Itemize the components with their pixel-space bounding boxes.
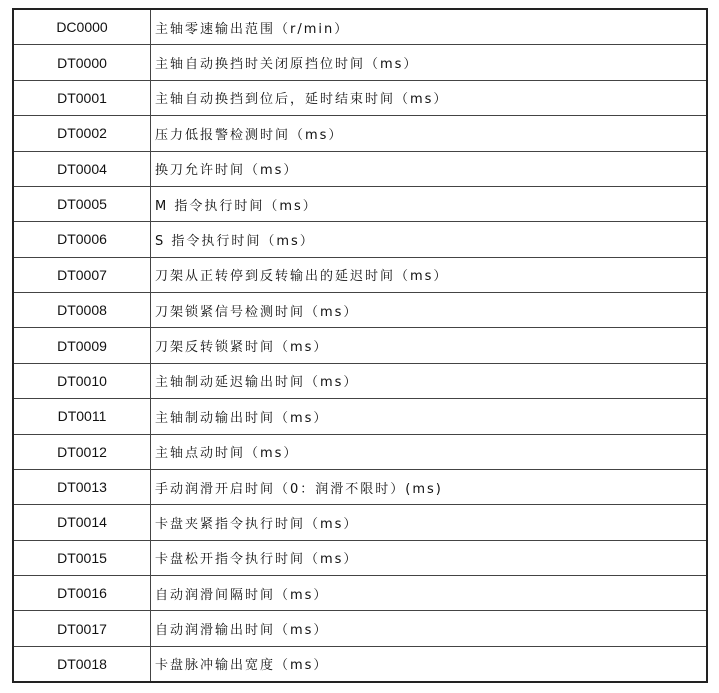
- table-row: [14, 505, 706, 540]
- table-row: [14, 328, 706, 363]
- parameter-description-cell: 刀架从正转停到反转输出的延迟时间（ms）: [155, 269, 449, 285]
- parameter-description-cell: 主轴自动换挡时关闭原挡位时间（ms）: [155, 57, 419, 73]
- parameter-code-cell: DT0006: [14, 222, 151, 256]
- parameter-code-cell: DT0018: [14, 647, 151, 681]
- parameter-code-cell: DT0015: [14, 541, 151, 575]
- parameter-description-cell: 手动润滑开启时间（0：润滑不限时）(ms): [155, 481, 443, 497]
- parameter-code-cell: DT0014: [14, 505, 151, 539]
- parameter-code-cell: DT0001: [14, 81, 151, 115]
- table-row: [14, 152, 706, 187]
- parameter-code-cell: DC0000: [14, 10, 151, 44]
- table-row: [14, 116, 706, 151]
- table-row: [14, 647, 706, 681]
- parameter-code-cell: DT0005: [14, 187, 151, 221]
- table-row: [14, 576, 706, 611]
- table-row: [14, 364, 706, 399]
- parameter-code-cell: DT0011: [14, 399, 151, 433]
- table-row: [14, 10, 706, 45]
- parameter-description-cell: 主轴自动换挡到位后，延时结束时间（ms）: [155, 92, 449, 108]
- parameter-description-cell: 自动润滑输出时间（ms）: [155, 623, 329, 639]
- parameter-code-cell: DT0016: [14, 576, 151, 610]
- table-row: [14, 541, 706, 576]
- parameter-description-cell: 主轴制动延迟输出时间（ms）: [155, 375, 359, 391]
- parameter-code-cell: DT0012: [14, 435, 151, 469]
- parameter-description-cell: 主轴制动输出时间（ms）: [155, 410, 329, 426]
- parameter-code-cell: DT0007: [14, 258, 151, 292]
- table-row: [14, 222, 706, 257]
- table-row: [14, 470, 706, 505]
- parameter-code-cell: DT0008: [14, 293, 151, 327]
- parameter-description-cell: M 指令执行时间（ms）: [155, 198, 318, 214]
- parameter-code-cell: DT0002: [14, 116, 151, 150]
- table-row: [14, 611, 706, 646]
- table-row: [14, 399, 706, 434]
- parameter-description-cell: 刀架反转锁紧时间（ms）: [155, 340, 329, 356]
- table-row: [14, 258, 706, 293]
- parameter-description-cell: 刀架锁紧信号检测时间（ms）: [155, 304, 359, 320]
- table-row: [14, 435, 706, 470]
- parameter-description-cell: 主轴点动时间（ms）: [155, 446, 299, 462]
- parameter-description-cell: S 指令执行时间（ms）: [155, 233, 315, 249]
- table-row: [14, 187, 706, 222]
- parameter-description-cell: 压力低报警检测时间（ms）: [155, 127, 344, 143]
- parameter-table: [12, 8, 708, 683]
- parameter-description-cell: 卡盘松开指令执行时间（ms）: [155, 552, 359, 568]
- parameter-code-cell: DT0017: [14, 611, 151, 645]
- parameter-description-cell: 自动润滑间隔时间（ms）: [155, 587, 329, 603]
- parameter-description-cell: 卡盘夹紧指令执行时间（ms）: [155, 516, 359, 532]
- parameter-code-cell: DT0010: [14, 364, 151, 398]
- table-row: [14, 293, 706, 328]
- parameter-description-cell: 卡盘脉冲输出宽度（ms）: [155, 658, 329, 674]
- parameter-code-cell: DT0009: [14, 328, 151, 362]
- parameter-code-cell: DT0013: [14, 470, 151, 504]
- parameter-code-cell: DT0000: [14, 45, 151, 79]
- table-row: [14, 81, 706, 116]
- table-row: [14, 45, 706, 80]
- parameter-description-cell: 主轴零速输出范围（r/min）: [155, 21, 350, 37]
- parameter-description-cell: 换刀允许时间（ms）: [155, 163, 299, 179]
- parameter-code-cell: DT0004: [14, 152, 151, 186]
